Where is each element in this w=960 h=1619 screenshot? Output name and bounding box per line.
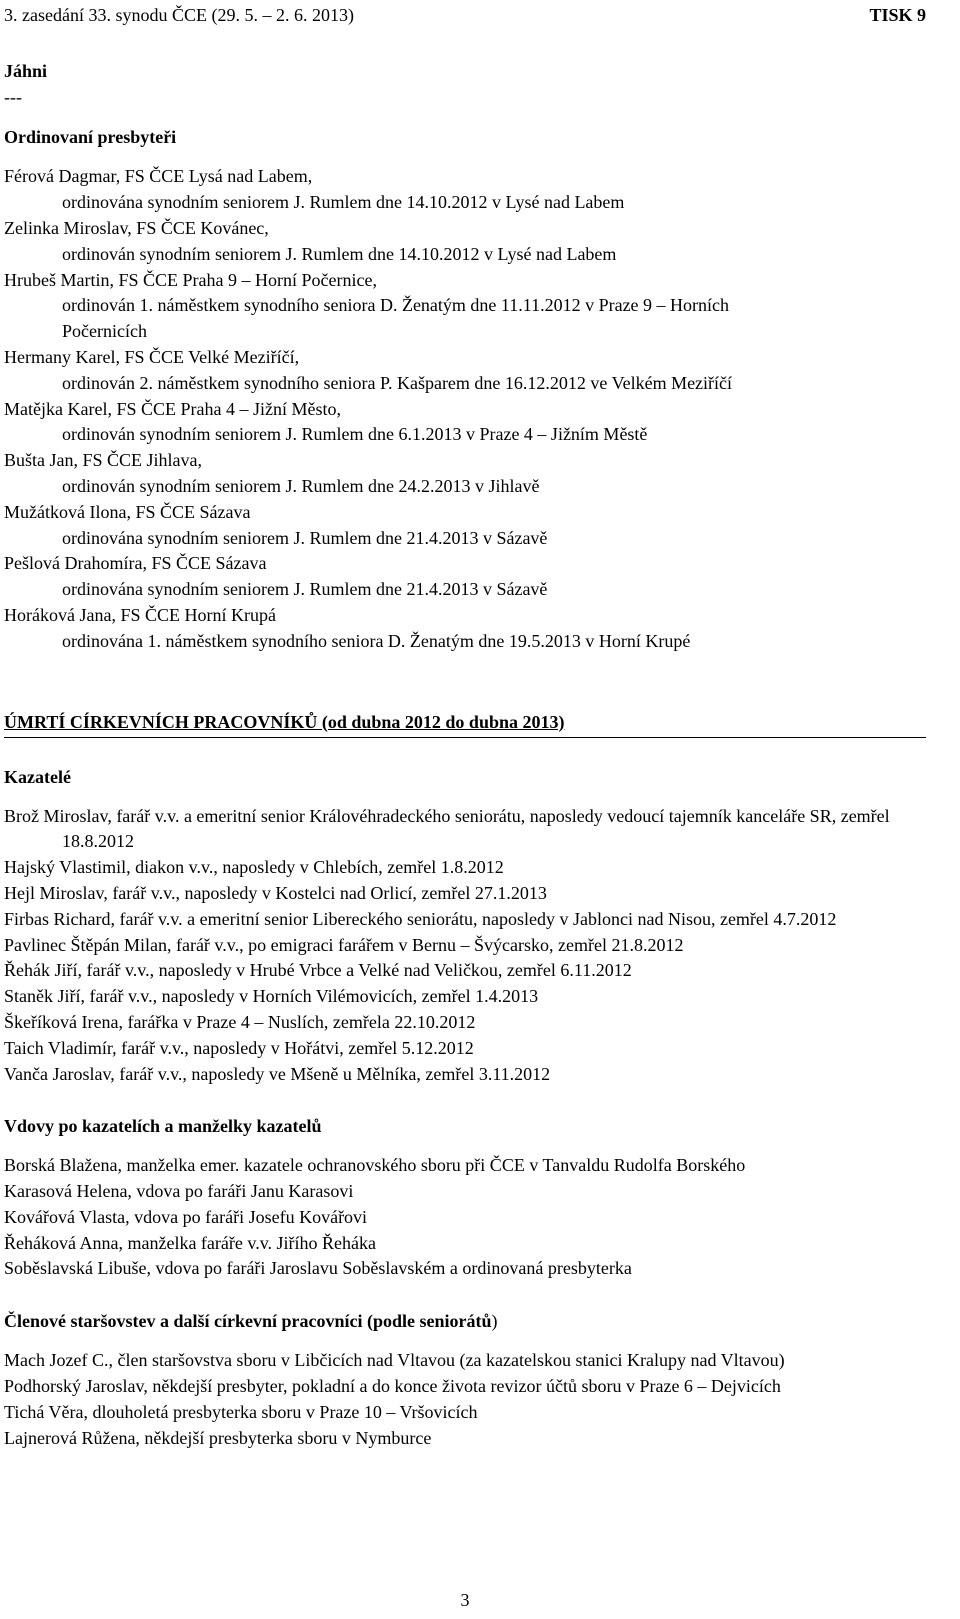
presbyter-ordination: ordinována 1. náměstkem synodního seniora D. Ženatým dne 19.5.2013 v Horní Krupé: [62, 630, 691, 651]
list-item: Staněk Jiří, farář v.v., naposledy v Horních Vilémovicích, zemřel 1.4.2013: [4, 986, 539, 1007]
clenove-heading-tail: ): [491, 1311, 498, 1332]
presbyter-name: Mužátková Ilona, FS ČCE Sázava: [4, 501, 251, 522]
presbyter-ordination: ordinována synodním seniorem J. Rumlem dne 14.10.2012 v Lysé nad Labem: [62, 192, 625, 213]
presbyter-ordination: ordinován 1. náměstkem synodního seniora D. Ženatým dne 11.11.2012 v Praze 9 – Horních: [62, 295, 730, 316]
presbyter-name: Férová Dagmar, FS ČCE Lysá nad Labem,: [4, 166, 313, 187]
list-item: Borská Blažena, manželka emer. kazatele ochranovského sboru při ČCE v Tanvaldu Rudolfa Borského: [4, 1155, 746, 1176]
list-item: Lajnerová Růžena, někdejší presbyterka sboru v Nymburce: [4, 1427, 432, 1448]
presbyter-ordination-cont: Počernicích: [62, 321, 147, 342]
list-item: Hejl Miroslav, farář v.v., naposledy v Kostelci nad Orlicí, zemřel 27.1.2013: [4, 882, 547, 903]
presbyter-name: Horáková Jana, FS ČCE Horní Krupá: [4, 604, 276, 625]
list-item: Brož Miroslav, farář v.v. a emeritní senior Královéhradeckého seniorátu, naposledy vedoucí tajemník kanceláře SR, zemřel 18.8.2012: [4, 805, 890, 852]
presbyter-name: Zelinka Miroslav, FS ČCE Kovánec,: [4, 217, 269, 238]
vdovy-list: [4, 1153, 934, 1282]
presbyters-heading: Ordinovaní presbyteři: [4, 126, 177, 147]
document-body: [4, 59, 934, 1451]
kazatele-list: [4, 804, 934, 1088]
clenove-list: [4, 1348, 934, 1451]
list-item: Tichá Věra, dlouholetá presbyterka sboru v Praze 10 – Vršovicích: [4, 1401, 478, 1422]
presbyter-ordination: ordinována synodním seniorem J. Rumlem dne 21.4.2013 v Sázavě: [62, 579, 548, 600]
list-item: Soběslavská Libuše, vdova po faráři Jaroslavu Soběslavském a ordinovaná presbyterka: [4, 1258, 632, 1279]
list-item: Vanča Jaroslav, farář v.v., naposledy ve Mšeně u Mělníka, zemřel 3.11.2012: [4, 1063, 551, 1084]
presbyter-ordination: ordinován synodním seniorem J. Rumlem dne 14.10.2012 v Lysé nad Labem: [62, 243, 617, 264]
kazatele-heading: Kazatelé: [4, 766, 71, 787]
presbyter-ordination: ordinován 2. náměstkem synodního seniora P. Kašparem dne 16.12.2012 ve Velkém Meziříčí: [62, 372, 733, 393]
presbyter-ordination: ordinována synodním seniorem J. Rumlem dne 21.4.2013 v Sázavě: [62, 527, 548, 548]
list-item: Pavlinec Štěpán Milan, farář v.v., po emigraci farářem v Bernu – Švýcarsko, zemřel 21.8.2012: [4, 934, 684, 955]
presbyter-ordination: ordinován synodním seniorem J. Rumlem dne 24.2.2013 v Jihlavě: [62, 475, 540, 496]
list-item: Karasová Helena, vdova po faráři Janu Karasovi: [4, 1181, 354, 1202]
list-item: Řehák Jiří, farář v.v., naposledy v Hrubé Vrbce a Velké nad Veličkou, zemřel 6.11.2012: [4, 960, 632, 981]
list-item: Podhorský Jaroslav, někdejší presbyter, pokladní a do konce života revizor účtů sboru v Praze 6 – Dejvicích: [4, 1376, 781, 1397]
presbyter-name: Hermany Karel, FS ČCE Velké Meziříčí,: [4, 346, 300, 367]
presbyter-name: Hrubeš Martin, FS ČCE Praha 9 – Horní Počernice,: [4, 269, 377, 290]
list-item: Taich Vladimír, farář v.v., naposledy v Hořátvi, zemřel 5.12.2012: [4, 1037, 474, 1058]
list-item: Kovářová Vlasta, vdova po faráři Josefu Kovářovi: [4, 1206, 368, 1227]
presbyter-name: Bušta Jan, FS ČCE Jihlava,: [4, 450, 203, 471]
page-number: 3: [460, 1590, 470, 1610]
list-item: Řeháková Anna, manželka faráře v.v. Jiřího Řeháka: [4, 1232, 377, 1253]
page-header: [4, 3, 926, 27]
presbyter-name: Pešlová Drahomíra, FS ČCE Sázava: [4, 553, 267, 574]
session-title: 3. zasedání 33. synodu ČCE (29. 5. – 2. 6. 2013): [4, 5, 354, 25]
deaths-section-title: ÚMRTÍ CÍRKEVNÍCH PRACOVNÍKŮ (od dubna 2012 do dubna 2013): [4, 709, 926, 738]
presbyters-list: [4, 164, 934, 654]
list-item: Škeříková Irena, farářka v Praze 4 – Nuslích, zemřela 22.10.2012: [4, 1011, 476, 1032]
clenove-heading-bold: Členové staršovstev a další církevní pracovníci (podle seniorátů: [4, 1311, 492, 1332]
jahni-empty-dash: ---: [4, 86, 22, 107]
tisk-label: TISK 9: [869, 5, 926, 25]
list-item: Mach Jozef C., člen staršovstva sboru v Libčicích nad Vltavou (za kazatelskou stanici Kralupy nad Vltavou): [4, 1350, 785, 1371]
jahni-heading: Jáhni: [4, 61, 48, 81]
presbyter-name: Matějka Karel, FS ČCE Praha 4 – Jižní Město,: [4, 398, 341, 419]
clenove-heading: [4, 1308, 934, 1334]
list-item: Hajský Vlastimil, diakon v.v., naposledy v Chlebích, zemřel 1.8.2012: [4, 857, 504, 878]
list-item: Firbas Richard, farář v.v. a emeritní senior Libereckého seniorátu, naposledy v Jablonci nad Nisou, zemřel 4.7.2012: [4, 908, 837, 929]
vdovy-heading: Vdovy po kazatelích a manželky kazatelů: [4, 1116, 322, 1137]
presbyter-ordination: ordinován synodním seniorem J. Rumlem dne 6.1.2013 v Praze 4 – Jižním Městě: [62, 424, 648, 445]
